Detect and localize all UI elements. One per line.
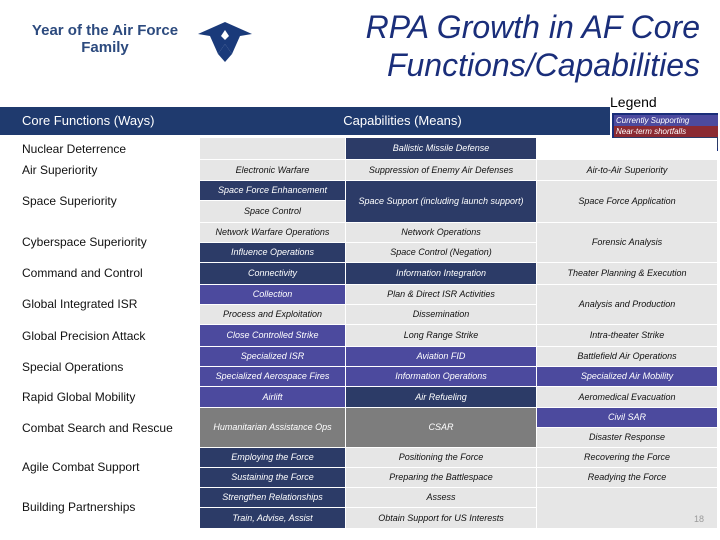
cell-air-to-air-superiority: Air-to-Air Superiority	[537, 160, 717, 180]
cell-battlefield-air-operations: Battlefield Air Operations	[537, 347, 717, 366]
core-function-special-operations: Special Operations	[22, 360, 124, 374]
core-function-agile-combat-support: Agile Combat Support	[22, 460, 140, 474]
cell-collection: Collection	[200, 285, 345, 304]
cell-electronic-warfare: Electronic Warfare	[200, 160, 345, 180]
logo	[30, 22, 180, 56]
cell-employing-the-force: Employing the Force	[200, 448, 345, 467]
cell-space-force-enhancement: Space Force Enhancement	[200, 181, 345, 200]
logo-line2: Family	[81, 39, 129, 56]
cell-humanitarian-assistance: Humanitarian Assistance Ops	[200, 408, 345, 447]
cell-information-operations: Information Operations	[346, 367, 536, 386]
cell-information-integration: Information Integration	[346, 263, 536, 284]
cell-air-refueling: Air Refueling	[346, 387, 536, 407]
cell-space-control-negation: Space Control (Negation)	[346, 243, 536, 262]
cell-disaster-response: Disaster Response	[537, 428, 717, 447]
cell-readying-the-force: Readying the Force	[537, 468, 717, 487]
cell-aviation-fid: Aviation FID	[346, 347, 536, 366]
cell-space-support: Space Support (including launch support)	[346, 181, 536, 222]
cell-recovering-the-force: Recovering the Force	[537, 448, 717, 467]
cell-long-range-strike: Long Range Strike	[346, 325, 536, 346]
cell-positioning-the-force: Positioning the Force	[346, 448, 536, 467]
cell-intra-theater-strike: Intra-theater Strike	[537, 325, 717, 346]
cell-assess: Assess	[346, 488, 536, 507]
core-function-nuclear-deterrence: Nuclear Deterrence	[22, 142, 127, 156]
air-force-emblem-icon	[190, 14, 260, 69]
core-function-air-superiority: Air Superiority	[22, 163, 98, 177]
legend-currently-supporting: Currently Supporting	[614, 115, 718, 126]
cell-plan-direct-isr: Plan & Direct ISR Activities	[346, 285, 536, 304]
cell-sead: Suppression of Enemy Air Defenses	[346, 160, 536, 180]
cell-specialized-air-mobility: Specialized Air Mobility	[537, 367, 717, 386]
page-number: 18	[694, 514, 705, 524]
cell-ballistic-missile-defense: Ballistic Missile Defense	[346, 138, 536, 159]
cell-theater-planning-execution: Theater Planning & Execution	[537, 263, 717, 284]
cell-aeromedical-evacuation: Aeromedical Evacuation	[537, 387, 717, 407]
cell-dissemination: Dissemination	[346, 305, 536, 324]
header-capabilities: Capabilities (Means)	[195, 107, 610, 135]
cell-close-controlled-strike: Close Controlled Strike	[200, 325, 345, 346]
cell-network-warfare-operations: Network Warfare Operations	[200, 223, 345, 242]
core-function-rapid-global-mobility: Rapid Global Mobility	[22, 390, 136, 404]
cell-airlift: Airlift	[200, 387, 345, 407]
cell-sustaining-the-force: Sustaining the Force	[200, 468, 345, 487]
cell-process-exploitation: Process and Exploitation	[200, 305, 345, 324]
legend-title: Legend	[610, 94, 657, 110]
core-function-command-and-control: Command and Control	[22, 266, 143, 280]
title-line1: RPA Growth in AF Core	[365, 9, 700, 45]
cell-specialized-aerospace-fires: Specialized Aerospace Fires	[200, 367, 345, 386]
cell-influence-operations: Influence Operations	[200, 243, 345, 262]
cell-connectivity: Connectivity	[200, 263, 345, 284]
page-title	[300, 8, 700, 84]
cell-space-force-application: Space Force Application	[537, 181, 717, 222]
cell-civil-sar: Civil SAR	[537, 408, 717, 427]
core-function-building-partnerships: Building Partnerships	[22, 500, 136, 514]
cell-specialized-isr: Specialized ISR	[200, 347, 345, 366]
cell-network-operations: Network Operations	[346, 223, 536, 242]
header-core-functions: Core Functions (Ways)	[0, 107, 195, 135]
cell-analysis-production: Analysis and Production	[537, 285, 717, 324]
core-function-combat-search-and-rescue: Combat Search and Rescue	[22, 421, 173, 435]
title-line2: Functions/Capabilities	[386, 47, 700, 83]
cell-forensic-analysis: Forensic Analysis	[537, 223, 717, 262]
legend-near-term-shortfalls: Near-term shortfalls	[614, 126, 718, 137]
core-function-global-precision-attack: Global Precision Attack	[22, 329, 146, 343]
logo-line1: Year of the Air Force	[31, 22, 179, 39]
core-function-cyberspace-superiority: Cyberspace Superiority	[22, 235, 147, 249]
cell-obtain-support: Obtain Support for US Interests	[346, 508, 536, 528]
cell-space-control: Space Control	[200, 201, 345, 222]
core-function-global-integrated-isr: Global Integrated ISR	[22, 297, 138, 311]
core-function-space-superiority: Space Superiority	[22, 194, 117, 208]
cell-csar: CSAR	[346, 408, 536, 447]
cell-nuclear-empty-2	[537, 138, 717, 159]
cell-preparing-the-battlespace: Preparing the Battlespace	[346, 468, 536, 487]
cell-nuclear-empty	[200, 138, 345, 159]
cell-train-advise-assist: Train, Advise, Assist	[200, 508, 345, 528]
cell-building-partnerships-empty	[537, 488, 717, 528]
cell-strengthen-relationships: Strengthen Relationships	[200, 488, 345, 507]
